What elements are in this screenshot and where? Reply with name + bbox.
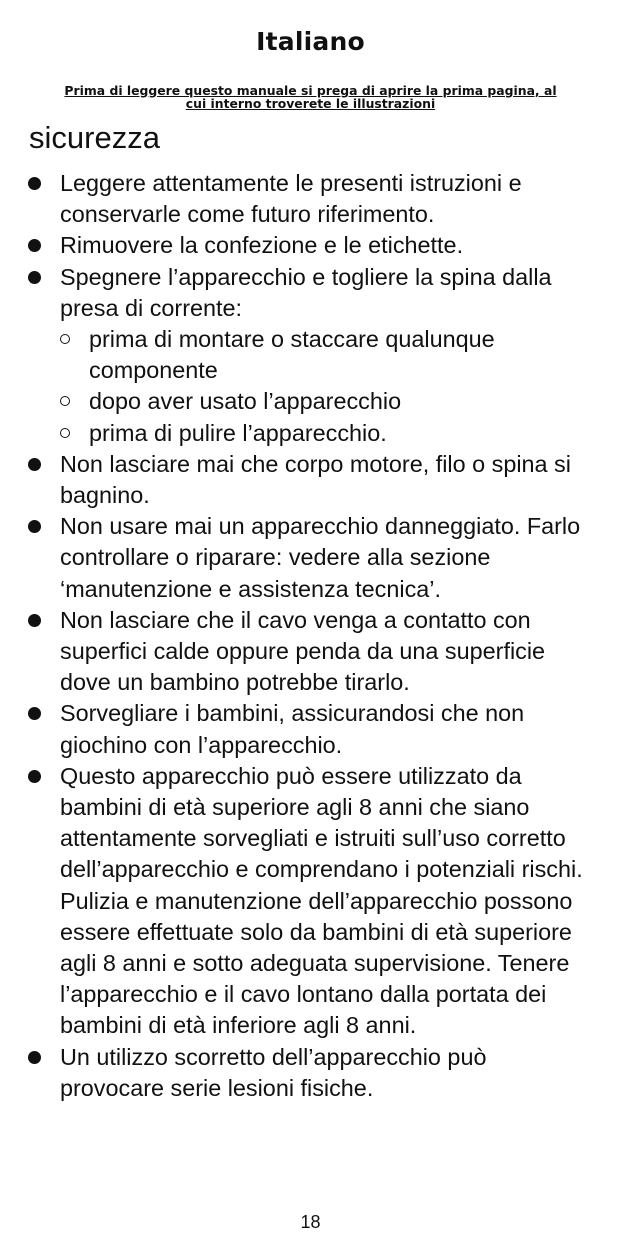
- section-heading: sicurezza: [29, 120, 160, 155]
- sub-list-item-text: dopo aver usato l’apparecchio: [89, 388, 402, 415]
- sub-list-item-text: prima di pulire l’apparecchio.: [89, 419, 387, 446]
- list-item: [0, 761, 621, 1042]
- bullet-icon: [28, 458, 41, 471]
- list-item-text: Non lasciare che il cavo venga a contatto con superfici calde oppure penda da una superficie dove un bambino potrebbe tirarlo.: [60, 606, 546, 696]
- list-item-text: Rimuovere la confezione e le etichette.: [60, 232, 464, 259]
- circle-bullet-icon: [60, 334, 70, 344]
- notice-line-2: cui interno troverete le illustrazioni: [185, 96, 436, 111]
- bullet-icon: [28, 520, 41, 533]
- bullet-icon: [28, 239, 41, 252]
- sub-list-item: [60, 418, 593, 449]
- page-number: 18: [300, 1212, 321, 1232]
- list-item-text: Sorvegliare i bambini, assicurandosi che non giochino con l’apparecchio.: [60, 700, 525, 758]
- list-item: [0, 230, 621, 261]
- list-item: [0, 168, 621, 230]
- list-item: [0, 605, 621, 699]
- sub-list-item: [60, 324, 593, 386]
- page-title: Italiano: [256, 27, 365, 56]
- bullet-icon: [28, 177, 41, 190]
- list-item-text: Non usare mai un apparecchio danneggiato. Farlo controllare o riparare: vedere alla sezione ‘manutenzione e assistenza tecnica’.: [60, 513, 581, 602]
- list-item: [0, 262, 621, 449]
- bullet-icon: [28, 707, 41, 720]
- bullet-icon: [28, 614, 41, 627]
- list-item-text: Leggere attentamente le presenti istruzioni e conservarle come futuro riferimento.: [60, 170, 522, 228]
- circle-bullet-icon: [60, 396, 70, 406]
- list-item: [0, 698, 621, 760]
- sub-list-item-text: prima di montare o staccare qualunque componente: [89, 326, 495, 384]
- sub-list-item: [60, 386, 593, 417]
- circle-bullet-icon: [60, 428, 70, 438]
- notice-line-1: Prima di leggere questo manuale si prega di aprire la prima pagina, al: [64, 83, 557, 98]
- bullet-icon: [28, 770, 41, 783]
- list-item-text: Spegnere l’apparecchio e togliere la spina dalla presa di corrente:: [60, 263, 552, 321]
- unplug-conditions-list: [60, 324, 593, 449]
- list-item: [0, 449, 621, 511]
- safety-list: [0, 168, 621, 1104]
- bullet-icon: [28, 1051, 41, 1064]
- list-item-text: Non lasciare mai che corpo motore, filo o spina si bagnino.: [60, 450, 571, 509]
- list-item: [0, 511, 621, 605]
- list-item: [0, 1042, 621, 1104]
- illustrations-notice: [38, 84, 583, 110]
- bullet-icon: [28, 271, 41, 284]
- list-item-text: Un utilizzo scorretto dell’apparecchio può provocare serie lesioni fisiche.: [60, 1043, 487, 1101]
- list-item-text: Questo apparecchio può essere utilizzato da bambini di età superiore agli 8 anni che siano attentamente sorvegliati e istruiti sull’uso corretto dell’apparecchio e comprendano i potenziali rischi. Pulizia e manutenzione dell’apparecchio possono essere effettuate solo da bambini di età superiore agli 8 anni e sotto adeguata supervisione. Tenere l’apparecchio e il cavo lontano dalla portata dei bambini di età inferiore agli 8 anni.: [60, 762, 583, 1039]
